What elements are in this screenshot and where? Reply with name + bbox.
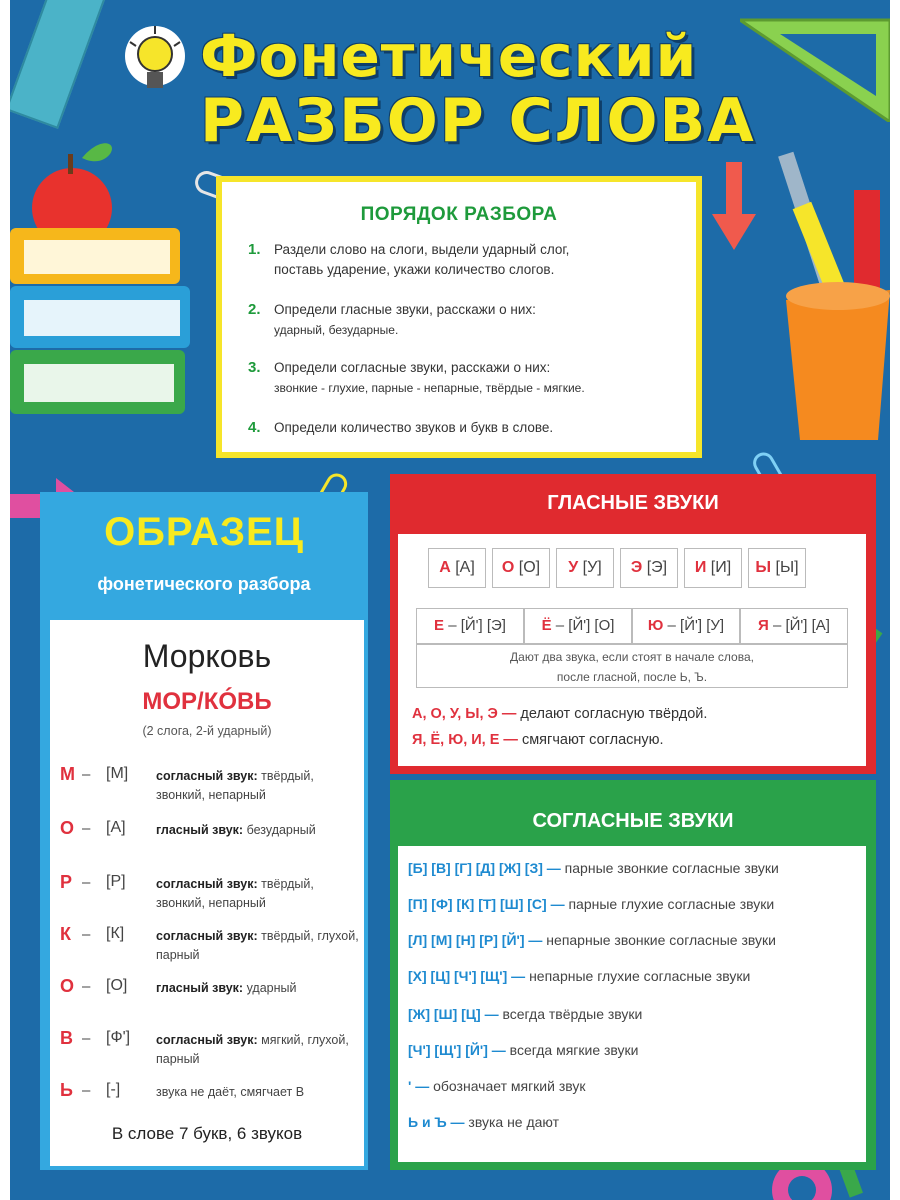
step-text: Определи согласные звуки, расскажи о них: [274,360,551,375]
vowel-letter: О [501,559,515,576]
order-box [216,176,702,458]
vowel-cell [556,548,614,588]
consonant-description: непарные звонкие согласные звуки [542,932,776,948]
consonant-description: непарные глухие согласные звуки [525,968,751,984]
phoneme-letter: О [60,818,75,838]
consonant-sounds: [Ч'] [Щ'] [Й'] — [408,1042,506,1058]
consonant-sounds: ' — [408,1078,430,1094]
step-text: Раздели слово на слоги, выдели ударный слог, [274,242,570,257]
ruler-illustration [10,0,111,129]
vowel-sound: – [Й'] [Э] [444,617,506,634]
lightbulb-icon [118,22,192,106]
consonant-row [408,1006,642,1022]
phoneme-features: мягкий, глухой, парный [156,1033,349,1066]
vowels-heading: ГЛАСНЫЕ ЗВУКИ [547,492,719,514]
step-text: поставь ударение, укажи количество слогов. [274,262,555,277]
vowel-sound: – [Й'] [О] [551,617,615,634]
phoneme-description [156,821,366,840]
vowel-letter: Ё [541,617,552,634]
vowel-letter: Я [758,617,769,634]
vowel-cell [492,548,550,588]
sample-subtitle: фонетического разбора [97,574,311,594]
phoneme-features: твёрдый, звонкий, непарный [156,877,314,910]
phoneme-sound: [Р] [106,873,126,890]
consonant-sounds: [Б] [В] [Г] [Д] [Ж] [З] — [408,860,561,876]
consonant-sounds: [Х] [Ц] [Ч'] [Щ'] — [408,968,526,984]
iotated-note-line: Дают два звука, если стоят в начале слова, [510,650,754,664]
vowel-sound: [О] [518,559,541,576]
consonant-sounds: Ь и Ъ — [408,1114,465,1130]
consonant-row [408,896,774,912]
vowel-rule-letters: А, О, У, Ы, Э — [412,706,517,722]
sample-syllable-count: (2 слога, 2-й ударный) [142,724,272,738]
set-square-illustration [740,12,890,122]
iotated-note-line: после гласной, после Ь, Ъ. [556,670,708,684]
consonant-description: парные звонкие согласные звуки [560,860,779,876]
page-title-line1: Фонетический [200,22,698,90]
phoneme-dash: – [82,874,91,891]
vowel-rule-letters: Я, Ё, Ю, И, Е — [412,732,518,748]
phoneme-letter: Ь [60,1080,73,1100]
sample-total: В слове 7 букв, 6 звуков [111,1124,303,1143]
iotated-vowel-cell [524,608,632,644]
vowel-cell [620,548,678,588]
vowel-sound: – [Й'] [А] [768,617,830,634]
phoneme-features: звука не даёт, смягчает В [156,1085,305,1099]
consonant-row [408,932,776,948]
phoneme-type: согласный звук: [156,877,258,891]
vowel-cell [684,548,742,588]
vowel-sound: [И] [710,559,732,576]
phoneme-type: согласный звук: [156,1033,258,1047]
vowel-rule-text: делают согласную твёрдой. [516,706,708,722]
consonant-description: звука не дают [464,1114,560,1130]
phoneme-letter: В [60,1028,73,1048]
consonant-row [408,1114,559,1130]
consonant-description: всегда твёрдые звуки [498,1006,643,1022]
vowel-letter: Ю [647,617,664,634]
iotated-vowel-cell [416,608,524,644]
phoneme-features: ударный [243,981,297,995]
phoneme-features: безударный [243,823,316,837]
step-text: звонкие - глухие, парные - непарные, твёрдые - мягкие. [274,381,585,395]
sample-syllable-split: МОР/КÓВЬ [142,688,272,715]
iotated-vowel-cell [632,608,740,644]
phoneme-features: твёрдый, звонкий, непарный [156,769,314,802]
vowel-letter: У [568,559,579,576]
phoneme-type: согласный звук: [156,929,258,943]
consonants-heading: СОГЛАСНЫЕ ЗВУКИ [532,810,734,832]
vowel-letter: Э [630,559,643,576]
phoneme-description [156,1031,366,1069]
sample-card [50,620,364,1166]
iotated-vowel-cell [740,608,848,644]
consonant-row [408,968,750,984]
phoneme-type: гласный звук: [156,981,244,995]
phoneme-sound: [М] [106,765,129,782]
order-step [248,418,688,438]
phoneme-description [156,1083,366,1102]
iotated-note [416,644,848,688]
step-text: ударный, безударные. [274,323,399,337]
order-step [248,358,688,398]
consonant-row [408,1042,639,1058]
step-text: Определи гласные звуки, расскажи о них: [274,302,536,317]
phoneme-description [156,875,366,913]
phoneme-dash: – [82,1030,91,1047]
phoneme-letter: М [60,764,75,784]
phoneme-type: гласный звук: [156,823,244,837]
vowel-sound: [А] [455,559,475,576]
sample-header [40,492,368,612]
consonant-sounds: [Ж] [Ш] [Ц] — [408,1006,499,1022]
order-step [248,300,688,340]
step-number: 3. [248,359,261,376]
vowel-letter: Ы [755,559,772,576]
phoneme-dash: – [82,766,91,783]
vowel-letter: И [694,559,707,576]
books-apple-illustration [10,136,200,426]
vowel-sound: – [Й'] [У] [663,617,725,634]
vowel-rule-text: смягчают согласную. [517,732,664,748]
consonant-description: обозначает мягкий звук [429,1078,586,1094]
order-step [248,240,688,280]
phoneme-dash: – [82,978,91,995]
phoneme-letter: К [60,924,71,944]
phoneme-description [156,979,366,998]
consonant-sounds: [П] [Ф] [К] [Т] [Ш] [С] — [408,896,565,912]
consonant-row [408,1078,586,1094]
vowel-letter: Е [434,617,445,634]
step-number: 4. [248,419,261,436]
phoneme-dash: – [82,820,91,837]
phoneme-dash: – [82,1082,91,1099]
sample-title: ОБРАЗЕЦ [104,510,304,554]
step-text: Определи количество звуков и букв в слове. [274,420,554,435]
phoneme-sound: [К] [106,925,125,942]
phoneme-description [156,767,366,805]
order-heading: ПОРЯДОК РАЗБОРА [360,204,558,225]
page-title-line2: РАЗБОР СЛОВА [200,86,756,156]
consonant-sounds: [Л] [М] [Н] [Р] [Й'] — [408,932,543,948]
vowel-rule [412,706,707,722]
phoneme-features: твёрдый, глухой, парный [156,929,359,962]
consonant-description: всегда мягкие звуки [505,1042,639,1058]
step-number: 1. [248,241,261,258]
vowel-sound: [У] [582,559,602,576]
phoneme-type: согласный звук: [156,769,258,783]
vowel-rule [412,732,664,748]
vowel-cell [748,548,806,588]
vowel-sound: [Э] [646,559,668,576]
phoneme-sound: [Ф'] [106,1029,131,1046]
vowel-sound: [Ы] [775,559,799,576]
phoneme-letter: Р [60,872,73,892]
phoneme-description [156,927,366,965]
phoneme-letter: О [60,976,75,996]
phoneme-dash: – [82,926,91,943]
step-number: 2. [248,301,261,318]
vowel-cell [428,548,486,588]
sample-word: Морковь [142,638,272,674]
phoneme-sound: [А] [106,819,126,836]
consonant-description: парные глухие согласные звуки [564,896,775,912]
vowel-letter: А [439,559,451,576]
poster-background [10,0,890,1200]
phoneme-sound: [-] [106,1081,121,1098]
arrow-down-icon [712,162,758,252]
phoneme-sound: [О] [106,977,128,994]
pencil-cup-illustration [770,140,890,450]
consonant-row [408,860,779,876]
